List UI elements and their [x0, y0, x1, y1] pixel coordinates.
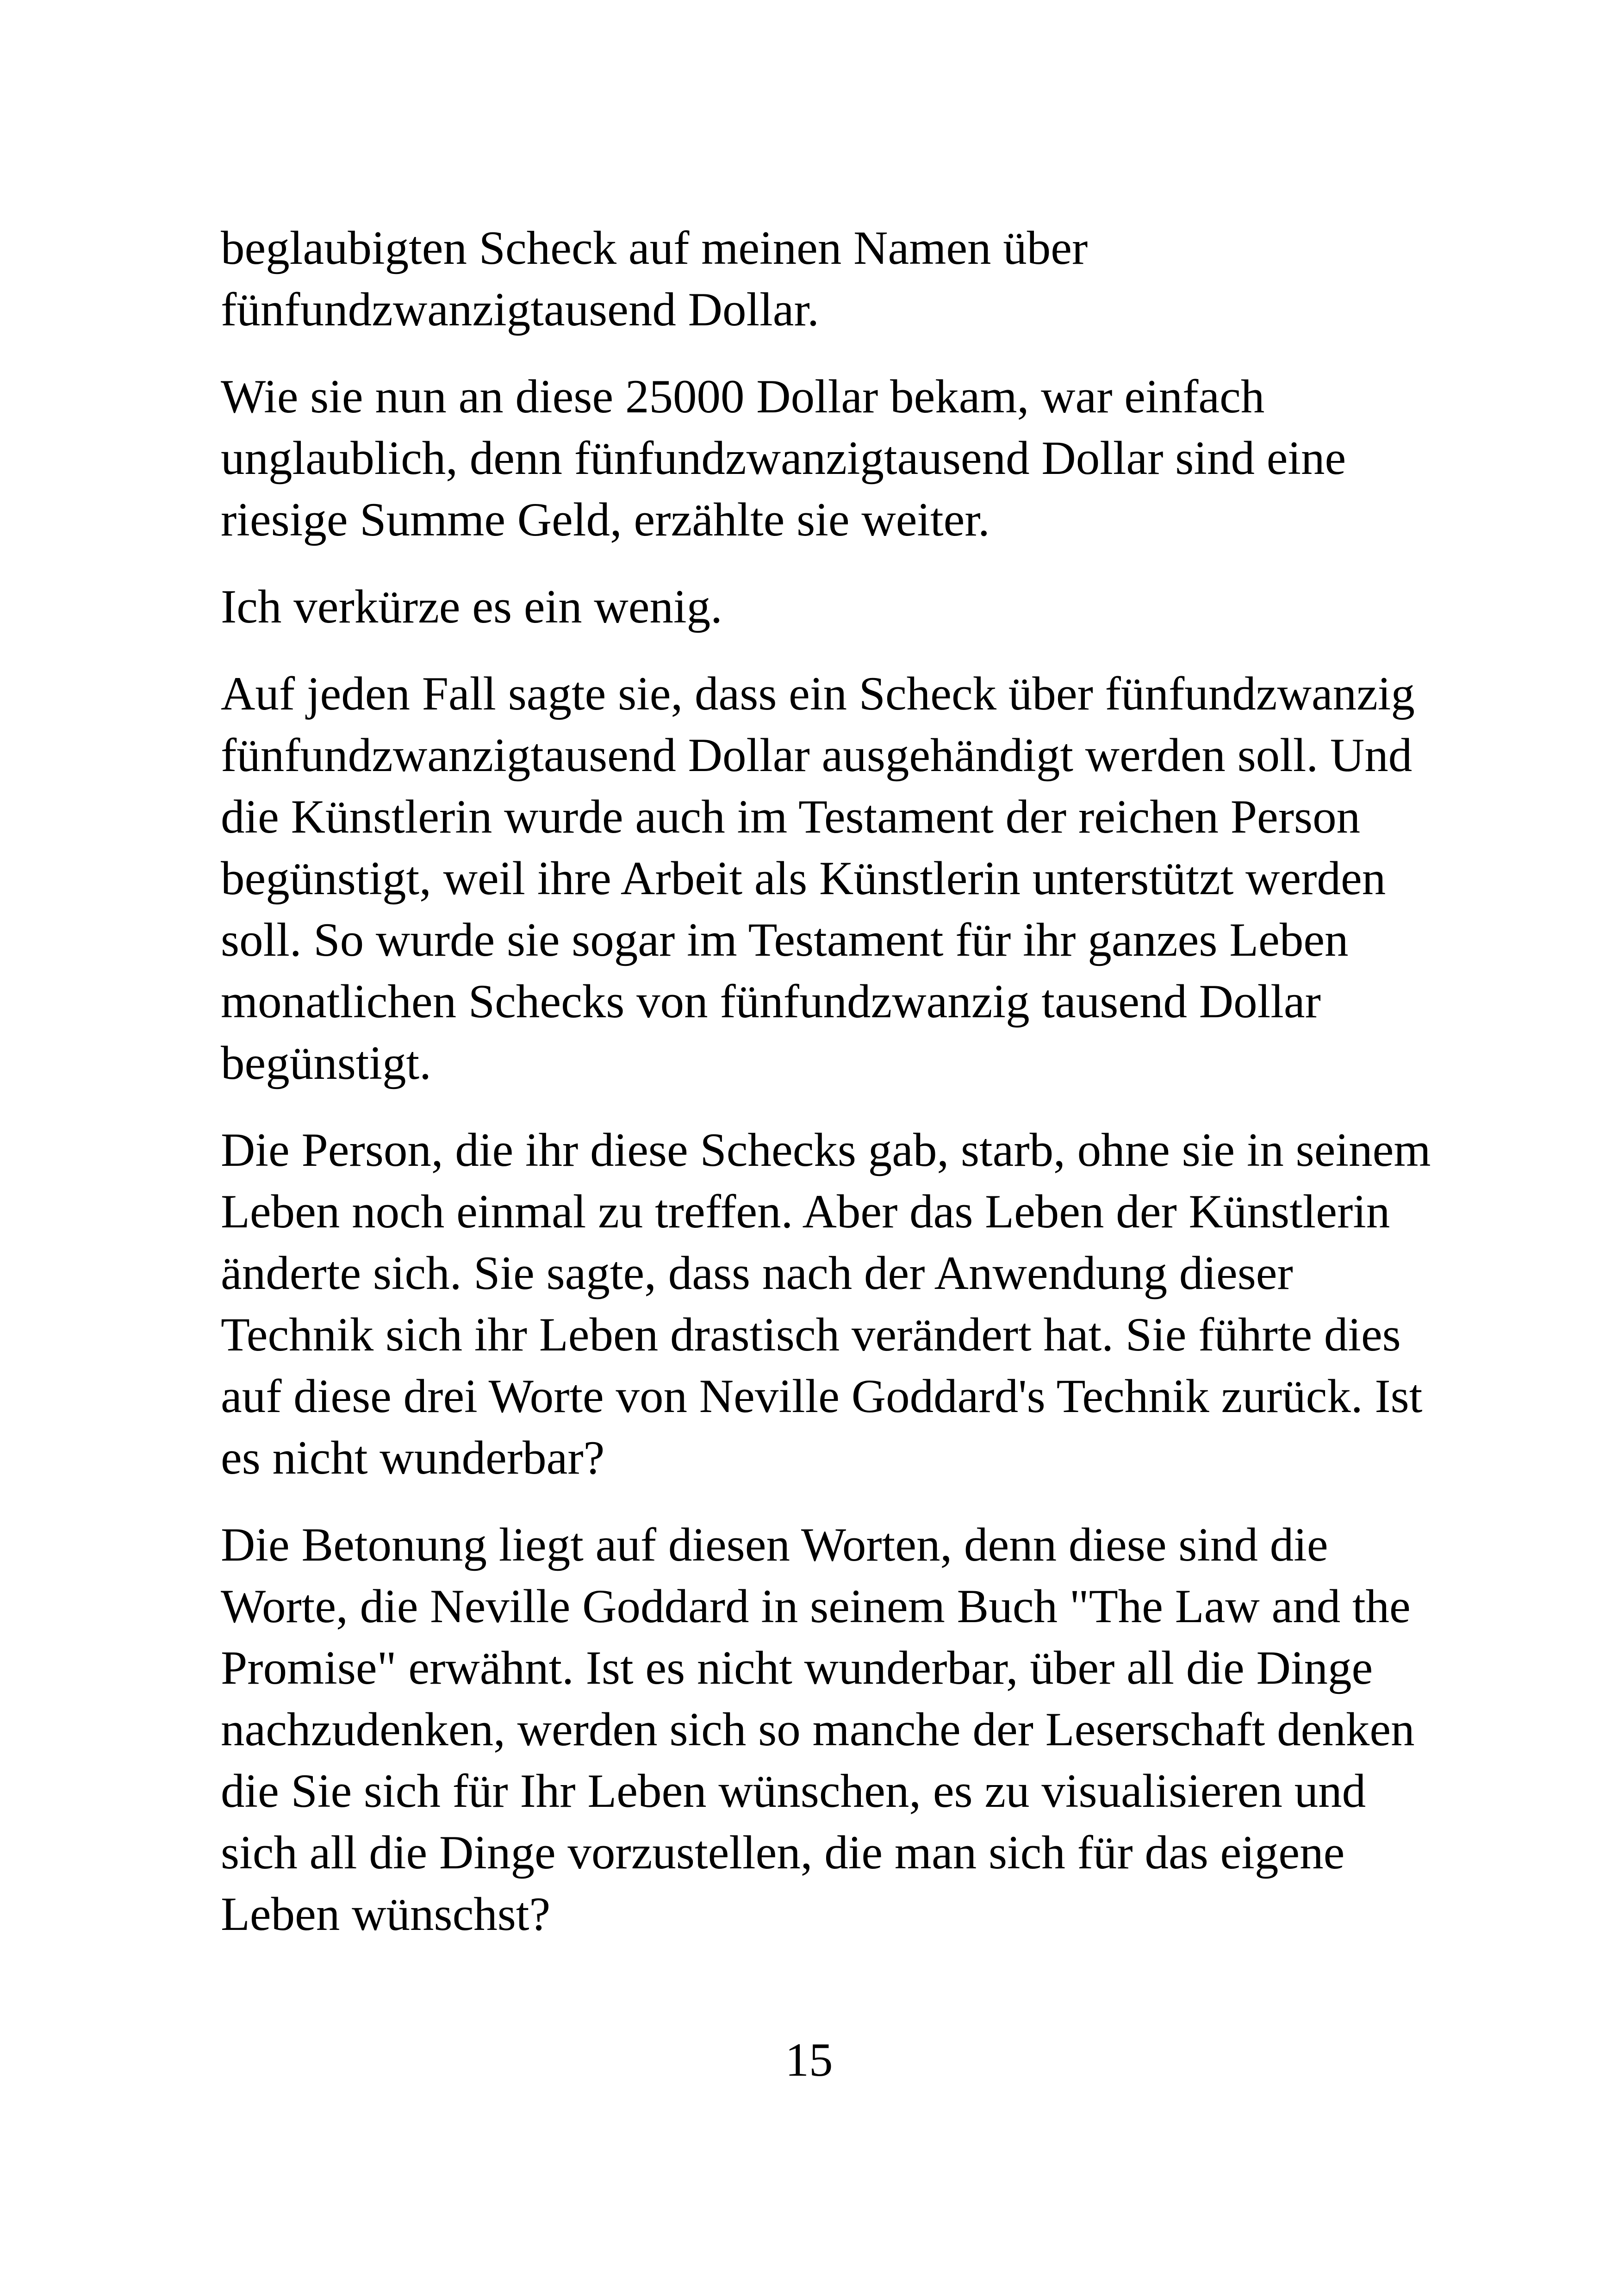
text-line: fünfundzwanzigtausend Dollar. — [221, 283, 819, 336]
text-line: die Künstlerin wurde auch im Testament der reichen Person — [221, 790, 1361, 843]
text-line: beglaubigten Scheck auf meinen Namen über — [221, 222, 1088, 274]
text-line: Promise" erwähnt. Ist es nicht wunderbar, über all die Dinge — [221, 1642, 1373, 1694]
text-line: monatlichen Schecks von fünfundzwanzig tausend Dollar — [221, 975, 1321, 1028]
text-line: Ich verkürze es ein wenig. — [221, 580, 722, 633]
text-line: es nicht wunderbar? — [221, 1431, 605, 1484]
text-line: begünstigt, weil ihre Arbeit als Künstlerin unterstützt werden — [221, 852, 1386, 905]
page-number: 15 — [785, 2034, 833, 2086]
text-line: riesige Summe Geld, erzählte sie weiter. — [221, 493, 990, 546]
text-line: Auf jeden Fall sagte sie, dass ein Scheck über fünfundzwanzig — [221, 667, 1415, 720]
text-line: Die Betonung liegt auf diesen Worten, denn diese sind die — [221, 1518, 1328, 1571]
text-line: die Sie sich für Ihr Leben wünschen, es zu visualisieren und — [221, 1765, 1366, 1817]
text-line: Leben noch einmal zu treffen. Aber das Leben der Künstlerin — [221, 1185, 1390, 1238]
text-line: Technik sich ihr Leben drastisch verändert hat. Sie führte dies — [221, 1308, 1401, 1361]
text-line: auf diese drei Worte von Neville Goddard's Technik zurück. Ist — [221, 1370, 1423, 1423]
text-line: unglaublich, denn fünfundzwanzigtausend Dollar sind eine — [221, 432, 1346, 485]
text-line: soll. So wurde sie sogar im Testament für ihr ganzes Leben — [221, 914, 1349, 966]
paragraph-1 — [221, 218, 1461, 341]
text-line: nachzudenken, werden sich so manche der Leserschaft denken — [221, 1703, 1415, 1756]
text-line: Die Person, die ihr diese Schecks gab, starb, ohne sie in seinem — [221, 1124, 1431, 1176]
text-line: sich all die Dinge vorzustellen, die man sich für das eigene — [221, 1826, 1345, 1879]
text-line: Leben wünschst? — [221, 1888, 551, 1941]
paragraph-4 — [221, 663, 1461, 1094]
paragraph-3 — [221, 576, 1461, 638]
paragraph-6 — [221, 1514, 1461, 1945]
body-text — [221, 218, 1461, 1971]
text-line: fünfundzwanzigtausend Dollar ausgehändigt werden soll. Und — [221, 729, 1413, 782]
text-line: änderte sich. Sie sagte, dass nach der Anwendung dieser — [221, 1247, 1293, 1300]
text-line: Wie sie nun an diese 25000 Dollar bekam, war einfach — [221, 370, 1265, 423]
paragraph-2 — [221, 366, 1461, 551]
text-line: begünstigt. — [221, 1037, 431, 1089]
paragraph-5 — [221, 1120, 1461, 1489]
text-line: Worte, die Neville Goddard in seinem Buch "The Law and the — [221, 1580, 1411, 1633]
